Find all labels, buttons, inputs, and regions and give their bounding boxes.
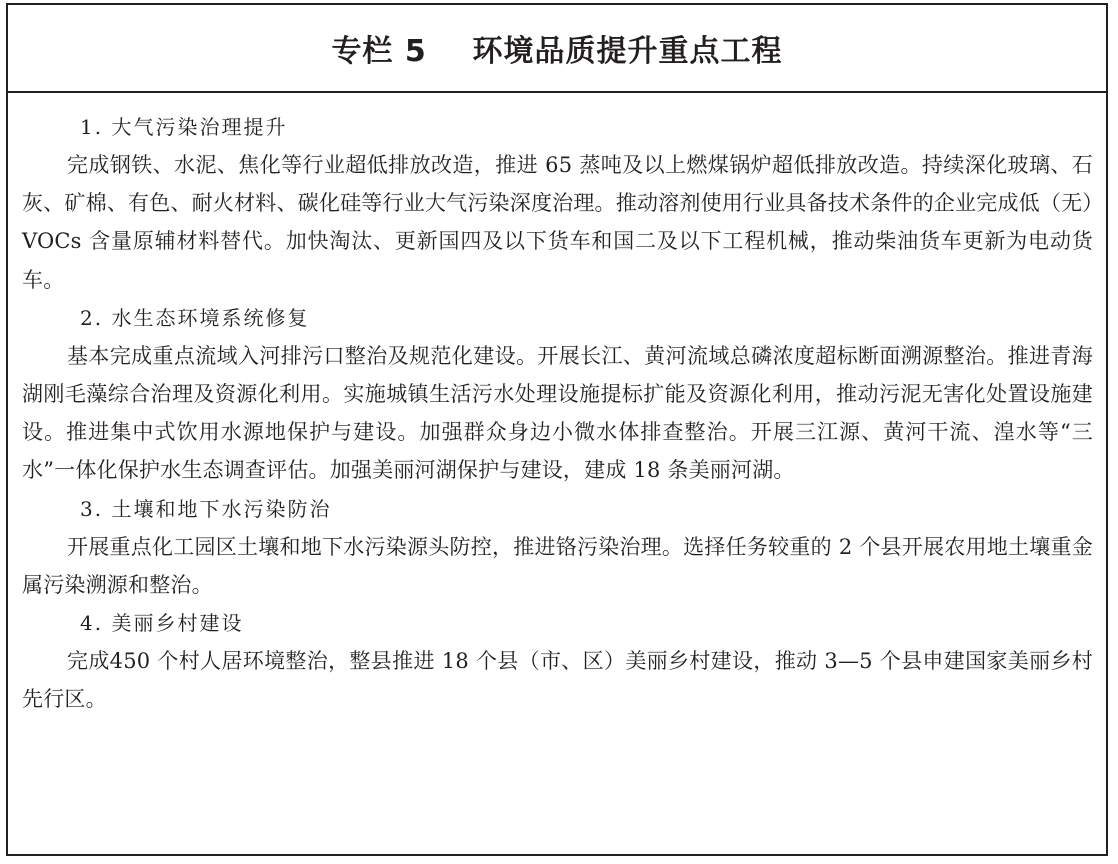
column-box <box>6 3 1108 856</box>
section-body: 完成钢铁、水泥、焦化等行业超低排放改造，推进 65 蒸吨及以上燃煤锅炉超低排放改造。持续深化玻璃、石灰、矿棉、有色、耐火材料、碳化硅等行业大气污染深度治理。推动溶剂使用行业具备技术条件的企业完成低（无）VOCs 含量原辅材料替代。加快淘汰、更新国四及以下货车和国二及以下工程机械，推动柴油货车更新为电动货车。 <box>22 153 1093 292</box>
section-beautiful-village <box>22 604 1093 718</box>
section-body: 完成450 个村人居环境整治，整县推进 18 个县（市、区）美丽乡村建设，推动 3—5 个县申建国家美丽乡村先行区。 <box>22 649 1093 712</box>
column-title: 专栏 5 环境品质提升重点工程 <box>331 34 783 69</box>
section-heading: 3. 土壤和地下水污染防治 <box>80 496 332 521</box>
column-content <box>8 93 1106 718</box>
column-header <box>8 5 1106 93</box>
section-heading: 2. 水生态环境系统修复 <box>80 305 310 330</box>
section-body: 基本完成重点流域入河排污口整治及规范化建设。开展长江、黄河流域总磷浓度超标断面溯源整治。推进青海湖刚毛藻综合治理及资源化利用。实施城镇生活污水处理设施提标扩能及资源化利用，推动污泥无害化处置设施建设。推进集中式饮用水源地保护与建设。加强群众身边小微水体排查整治。开展三江源、黄河干流、湟水等“三水”一体化保护水生态调查评估。加强美丽河湖保护与建设，建成 18 条美丽河湖。 <box>22 343 1093 483</box>
section-heading: 4. 美丽乡村建设 <box>80 611 244 636</box>
section-soil-groundwater <box>22 490 1093 604</box>
section-air-pollution <box>22 108 1093 299</box>
section-water-ecology <box>22 299 1093 490</box>
section-body: 开展重点化工园区土壤和地下水污染源头防控，推进铬污染治理。选择任务较重的 2 个县开展农用地土壤重金属污染溯源和整治。 <box>22 534 1093 597</box>
section-heading: 1. 大气污染治理提升 <box>80 115 288 139</box>
